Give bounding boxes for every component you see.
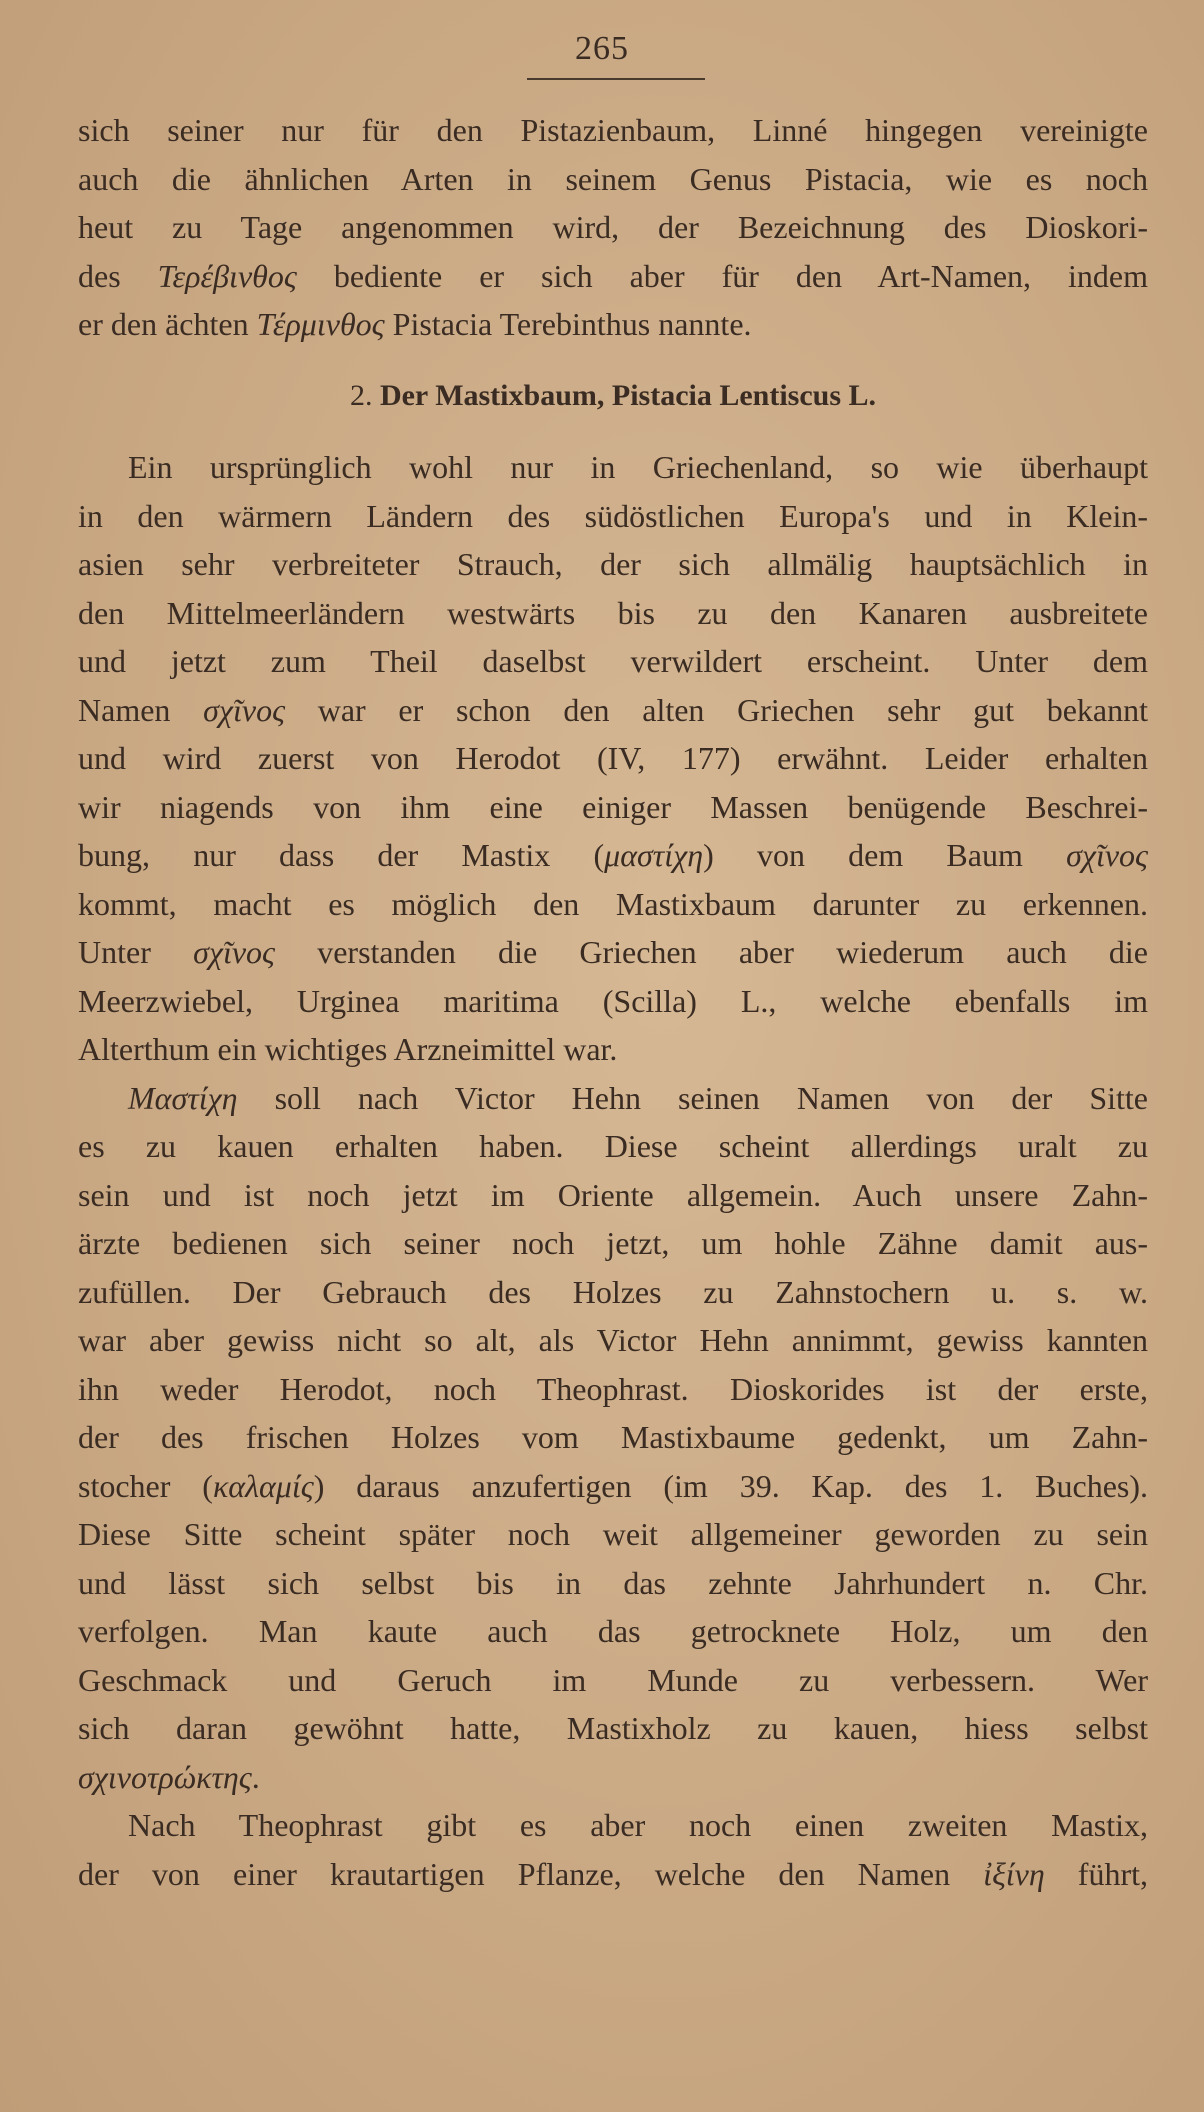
text-line: ihn weder Herodot, noch Theophrast. Dioskorides ist der erste,: [78, 1370, 1148, 1407]
text-line: und wird zuerst von Herodot (IV, 177) erwähnt. Leider erhalten: [78, 740, 1148, 776]
paragraph-1: [78, 106, 1148, 349]
text-segment: war er schon den alten Griechen sehr gut bekannt: [285, 691, 1149, 728]
paragraph-3: [78, 1074, 1148, 1802]
page-number-rule: [527, 78, 705, 80]
text-line: sein und ist noch jetzt im Oriente allgemein. Auch unsere Zahn-: [78, 1176, 1148, 1213]
text-line: der des frischen Holzes vom Mastixbaume gedenkt, um Zahn-: [78, 1419, 1148, 1455]
section-title: Der Mastixbaum, Pistacia Lentiscus L.: [379, 378, 877, 412]
greek-term: ἰξίνη: [983, 1855, 1045, 1892]
text-segment: .: [251, 1758, 260, 1795]
text-line: und lässt sich selbst bis in das zehnte Jahrhundert n. Chr.: [78, 1564, 1148, 1601]
text-segment: ) von dem Baum: [703, 837, 1067, 873]
text-segment: des: [78, 257, 158, 294]
text-line: Meerzwiebel, Urginea maritima (Scilla) L., welche ebenfalls im: [78, 982, 1148, 1019]
text-line: heut zu Tage angenommen wird, der Bezeichnung des Dioskori-: [78, 209, 1148, 245]
text-line: zufüllen. Der Gebrauch des Holzes zu Zahnstochern u. s. w.: [78, 1273, 1148, 1310]
text-line: ärzte bedienen sich seiner noch jetzt, um hohle Zähne damit aus-: [78, 1225, 1148, 1261]
greek-term: μαστίχη: [604, 837, 704, 873]
text-line: Geschmack und Geruch im Munde zu verbessern. Wer: [78, 1661, 1148, 1698]
text-segment: Pistacia Terebinthus nannte.: [384, 306, 752, 342]
greek-term: σχῖνος: [203, 691, 286, 728]
text-line: Diese Sitte scheint später noch weit allgemeiner geworden zu sein: [78, 1516, 1148, 1552]
text-line: [78, 1753, 1148, 1802]
text-line: [78, 252, 1148, 301]
text-line: Alterthum ein wichtiges Arzneimittel war.: [78, 1031, 618, 1067]
paragraph-4: [78, 1801, 1148, 1898]
text-segment: stocher (: [78, 1467, 213, 1504]
text-line: Ein ursprünglich wohl nur in Griechenland, so wie überhaupt: [128, 449, 1148, 485]
text-line: es zu kauen erhalten haben. Diese scheint allerdings uralt zu: [78, 1128, 1148, 1164]
greek-term: σχῖνος: [193, 934, 276, 970]
text-line: auch die ähnlichen Arten in seinem Genus Pistacia, wie es noch: [78, 160, 1148, 197]
greek-term: σχινοτρώκτης: [78, 1758, 252, 1795]
text-segment: führt,: [1044, 1855, 1149, 1892]
text-line: [78, 928, 1148, 977]
text-line: [78, 1462, 1148, 1511]
text-line: [78, 686, 1148, 735]
text-line: sich daran gewöhnt hatte, Mastixholz zu kauen, hiess selbst: [78, 1710, 1148, 1746]
greek-term: Τερέβινθος: [157, 257, 297, 294]
text-line: in den wärmern Ländern des südöstlichen Europa's und in Klein-: [78, 497, 1148, 534]
text-line: [78, 300, 1148, 349]
text-line: asien sehr verbreiteter Strauch, der sich allmälig hauptsächlich in: [78, 546, 1148, 582]
text-line: den Mittelmeerländern westwärts bis zu den Kanaren ausbreitete: [78, 594, 1148, 631]
text-line: [78, 1074, 1148, 1123]
text-segment: verstanden die Griechen aber wiederum auch die: [275, 934, 1149, 970]
text-line: [78, 831, 1148, 880]
text-segment: der von einer krautartigen Pflanze, welche den Namen: [78, 1855, 984, 1892]
paragraph-2: [78, 443, 1148, 1074]
text-line: wir niagends von ihm eine einiger Massen benügende Beschrei-: [78, 788, 1148, 825]
text-segment: bediente er sich aber für den Art-Namen, indem: [296, 257, 1149, 294]
greek-term: καλαμίς: [212, 1467, 314, 1504]
text-segment: Namen: [78, 691, 204, 728]
greek-term: Τέρμινθος: [256, 306, 385, 342]
text-line: war aber gewiss nicht so alt, als Victor Hehn annimmt, gewiss kannten: [78, 1322, 1148, 1358]
text-segment: bung, nur dass der Mastix (: [78, 837, 605, 873]
text-line: kommt, macht es möglich den Mastixbaum darunter zu erkennen.: [78, 885, 1148, 922]
text-line: [78, 1850, 1148, 1899]
text-line: sich seiner nur für den Pistazienbaum, Linné hingegen vereinigte: [78, 112, 1148, 148]
text-line: Nach Theophrast gibt es aber noch einen zweiten Mastix,: [128, 1807, 1148, 1843]
text-segment: Unter: [78, 934, 194, 970]
text-segment: soll nach Victor Hehn seinen Namen von der Sitte: [237, 1079, 1148, 1116]
section-number: 2.: [349, 378, 373, 412]
greek-term: Μαστίχη: [128, 1079, 238, 1116]
page-number: 265: [575, 30, 629, 67]
text-segment: ) daraus anzufertigen (im 39. Kap. des 1. Buches).: [313, 1467, 1149, 1504]
section-heading: [78, 372, 1148, 421]
text-segment: er den ächten: [78, 306, 257, 342]
text-line: und jetzt zum Theil daselbst verwildert erscheint. Unter dem: [78, 643, 1148, 679]
text-line: verfolgen. Man kaute auch das getrocknete Holz, um den: [78, 1613, 1148, 1649]
body-text: [78, 106, 1148, 1898]
greek-term: σχῖνος: [1066, 837, 1149, 873]
